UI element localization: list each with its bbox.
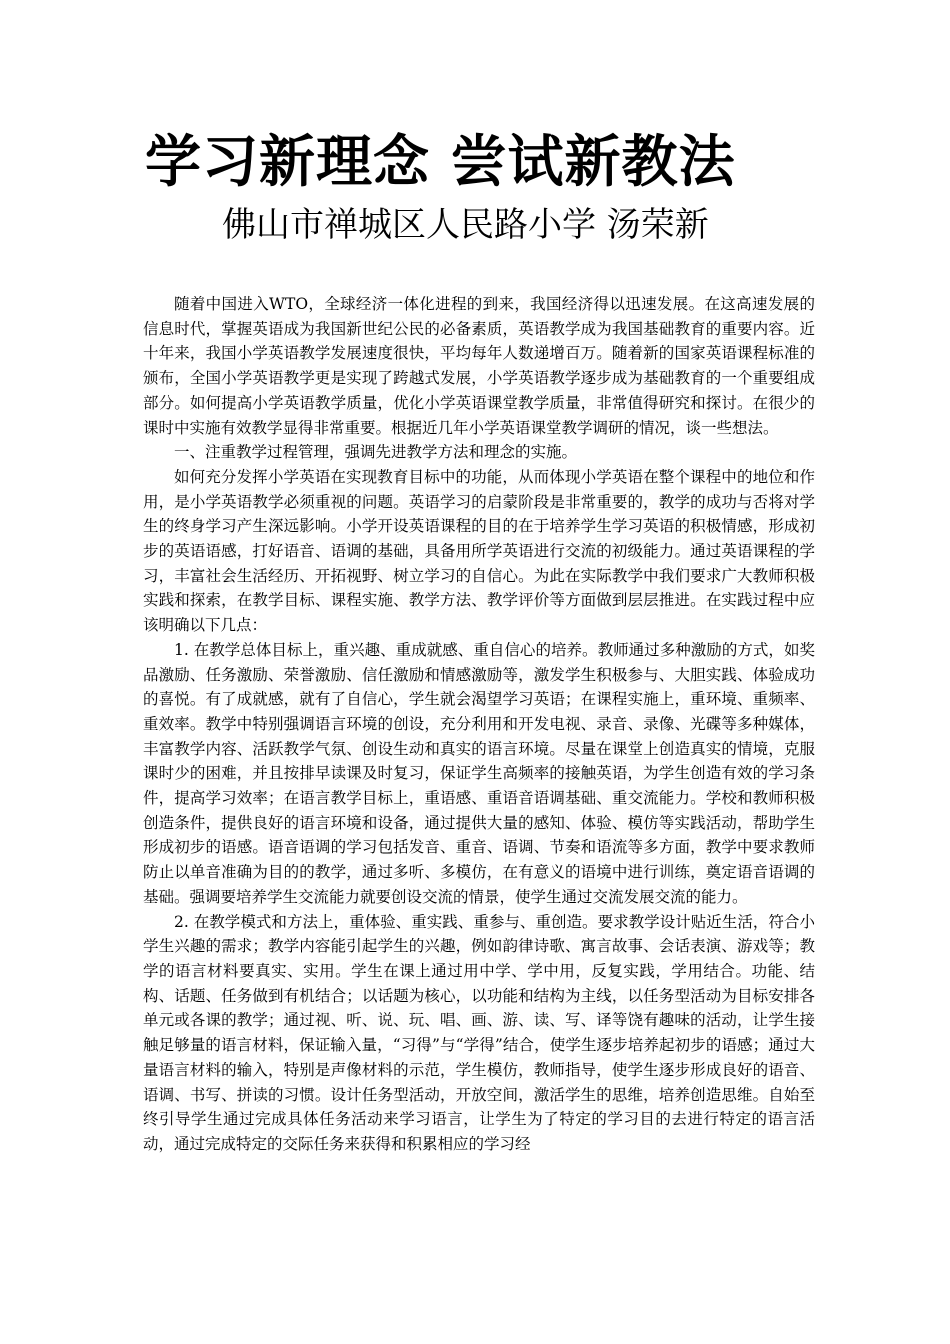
paragraph-section-1: 如何充分发挥小学英语在实现教育目标中的功能，从而体现小学英语在整个课程中的地位和作用，是小学英语教学必须重视的问题。英语学习的启蒙阶段是非常重要的，教学的成功与否将对学生的终身学习产生深远影响。小学开设英语课程的目的在于培养学生学习英语的积极情感，形成初步的英语语感，打好语音、语调的基础，具备用所学英语进行交流的初级能力。通过英语课程的学习，丰富社会生活经历、开拓视野、树立学习的自信心。为此在实际教学中我们要求广大教师积极实践和探索，在教学目标、课程实施、教学方法、教学评价等方面做到层层推进。在实践过程中应该明确以下几点： xyxy=(143,467,815,635)
paragraph-intro: 随着中国进入WTO，全球经济一体化进程的到来，我国经济得以迅速发展。在这高速发展的信息时代，掌握英语成为我国新世纪公民的必备素质，英语教学成为我国基础教育的重要内容。近十年来，我国小学英语教学发展速度很快，平均每年人数递增百万。随着新的国家英语课程标准的颁布，全国小学英语教学更是实现了跨越式发展，小学英语教学逐步成为基础教育的一个重要组成部分。如何提高小学英语教学质量，优化小学英语课堂教学质量，非常值得研究和探讨。在很少的课时中实施有效教学显得非常重要。根据近几年小学英语课堂教学调研的情况，谈一些想法。 xyxy=(143,295,815,437)
paragraph-point-2: 2. 在教学模式和方法上，重体验、重实践、重参与、重创造。要求教学设计贴近生活，符合小学生兴趣的需求；教学内容能引起学生的兴趣，例如韵律诗歌、寓言故事、会话表演、游戏等；教学的语言材料要真实、实用。学生在课上通过用中学、学中用，反复实践，学用结合。功能、结构、话题、任务做到有机结合；以话题为核心，以功能和结构为主线，以任务型活动为目标安排各单元或各课的教学；通过视、听、说、玩、唱、画、游、读、写、译等饶有趣味的活动，让学生接触足够量的语言材料，保证输入量，“习得”与“学得”结合，使学生逐步培养起初步的语感；通过大量语言材料的输入，特别是声像材料的示范，学生模仿，教师指导，使学生逐步形成良好的语音、语调、书写、拼读的习惯。设计任务型活动，开放空间，激活学生的思维，培养创造思维。自始至终引导学生通过完成具体任务活动来学习语言，让学生为了特定的学习目的去进行特定的语言活动，通过完成特定的交际任务来获得和积累相应的学习经 xyxy=(143,912,815,1153)
document-author: 佛山市禅城区人民路小学 汤荣新 xyxy=(222,205,709,245)
section-heading-1: 一、注重教学过程管理，强调先进教学方法和理念的实施。 xyxy=(174,443,578,462)
paragraph-point-1: 1. 在教学总体目标上，重兴趣、重成就感、重自信心的培养。教师通过多种激励的方式，如奖品激励、任务激励、荣誉激励、信任激励和情感激励等，激发学生积极参与、大胆实践、体验成功的喜悦。有了成就感，就有了自信心，学生就会渴望学习英语；在课程实施上，重环境、重频率、重效率。教学中特别强调语言环境的创设，充分利用和开发电视、录音、录像、光碟等多种媒体，丰富教学内容、活跃教学气氛、创设生动和真实的语言环境。尽量在课堂上创造真实的情境，克服课时少的困难，并且按排早读课及时复习，保证学生高频率的接触英语，为学生创造有效的学习条件，提高学习效率；在语言教学目标上，重语感、重语音语调基础、重交流能力。学校和教师积极创造条件，提供良好的语言环境和设备，通过提供大量的感知、体验、模仿等实践活动，帮助学生形成初步的语感。语音语调的学习包括发音、重音、语调、节奏和语流等多方面，教学中要求教师防止以单音准确为目的的教学，通过多听、多模仿，在有意义的语境中进行训练，奠定语音语调的基础。强调要培养学生交流能力就要创设交流的情景，使学生通过交流发展交流的能力。 xyxy=(143,640,815,906)
document-title: 学习新理念 尝试新教法 xyxy=(145,130,736,195)
document-body xyxy=(143,292,815,1157)
